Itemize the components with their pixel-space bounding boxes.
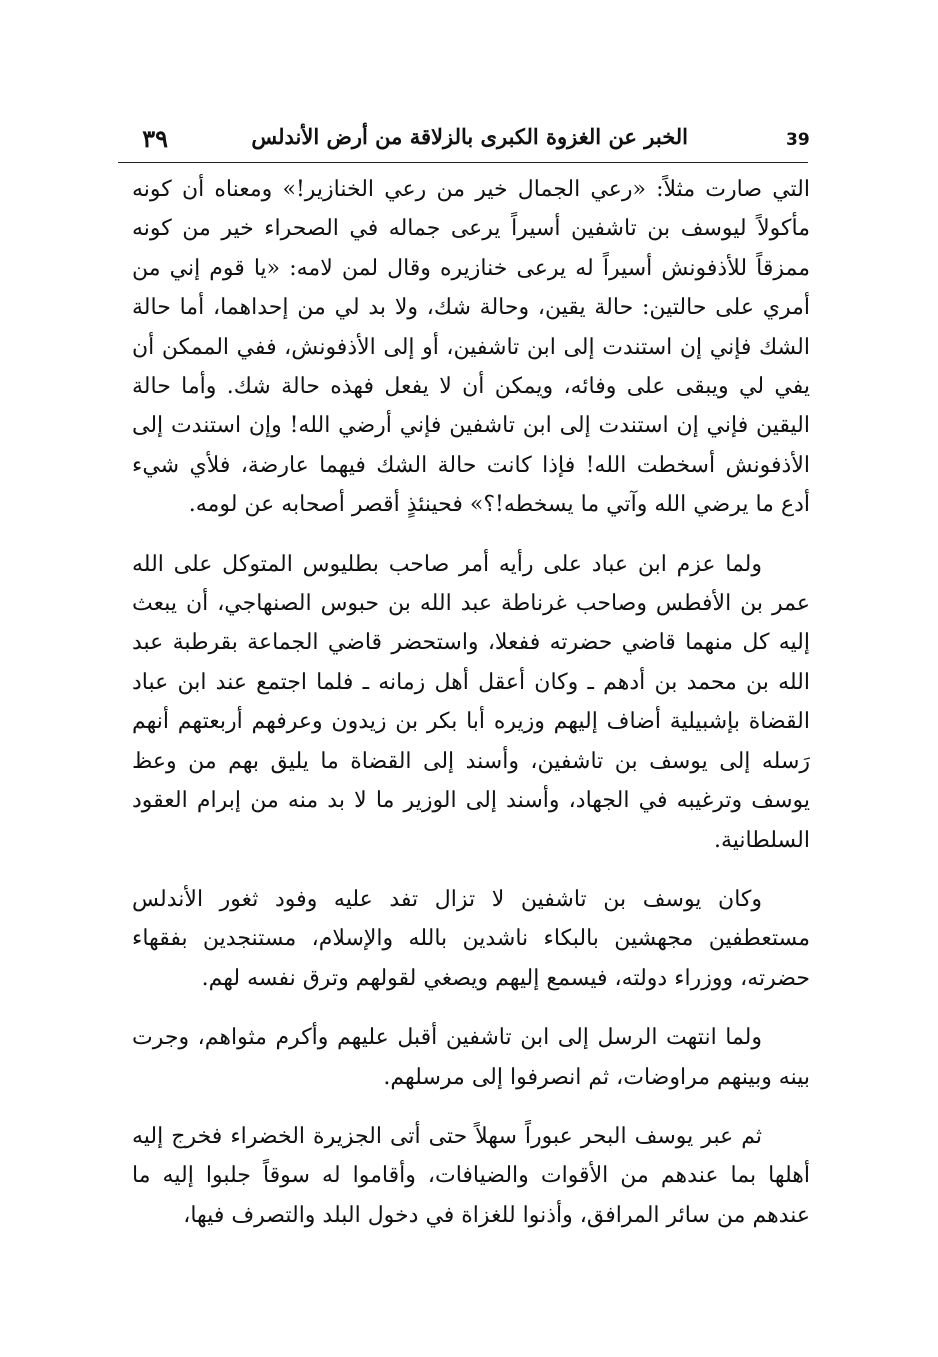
page-body	[132, 170, 810, 1235]
running-title: الخبر عن الغزوة الكبرى بالزلاقة من أرض الأندلس	[251, 124, 688, 149]
page-number-arabic: ٣٩	[142, 124, 168, 153]
paragraph: وكان يوسف بن تاشفين لا تزال تفد عليه وفود ثغور الأندلس مستعطفين مجهشين بالبكاء ناشدين بالله والإسلام، مستنجدين بفقهاء حضرته، ووزراء دولته، فيسمع إليهم ويصغي لقولهم وترق نفسه لهم.	[132, 886, 810, 991]
paragraph: ولما عزم ابن عباد على رأيه أمر صاحب بطليوس المتوكل على الله عمر بن الأفطس وصاحب غرناطة عبد الله بن حبوس الصنهاجي، أن يبعث إليه كل منهما قاضي حضرته ففعلا، واستحضر قاضي الجماعة بقرطبة عبد الله بن محمد بن أدهم ـ وكان أعقل أهل زمانه ـ فلما اجتمع عند ابن عباد القضاة بإشبيلية أضاف إليهم وزيره أبا بكر بن زيدون وعرفهم أربعتهم أنهم رَسله إلى يوسف بن تاشفين، وأسند إلى القضاة ما يليق بهم من وعظ يوسف وترغيبه في الجهاد، وأسند إلى الوزير ما لا بد منه من إبرام العقود السلطانية.	[132, 551, 810, 853]
paragraph: ولما انتهت الرسل إلى ابن تاشفين أقبل عليهم وأكرم مثواهم، وجرت بينه وبينهم مراوضات، ثم انصرفوا إلى مرسلهم.	[132, 1025, 810, 1090]
header-divider	[118, 162, 808, 163]
page-header	[118, 118, 808, 162]
page-number-latin: 39	[786, 130, 810, 150]
paragraph: التي صارت مثلاً: «رعي الجمال خير من رعي الخنازير!» ومعناه أن كونه مأكولاً ليوسف بن تاشفين أسيراً يرعى جماله في الصحراء خير من كونه ممزقاً للأذفونش أسيراً له يرعى خنازيره وقال لمن لامه: «يا قوم إني من أمري على حالتين: حالة يقين، وحالة شك، ولا بد لي من إحداهما، أما حالة الشك فإني إن استندت إلى ابن تاشفين، أو إلى الأذفونش، ففي الممكن أن يفي لي ويبقى على وفائه، ويمكن أن لا يفعل فهذه حالة شك. وأما حالة اليقين فإني إن استندت إلى ابن تاشفين فإني أرضي الله! وإن استندت إلى الأذفونش أسخطت الله! فإذا كانت حالة الشك فيهما عارضة، فلأي شيء أدع ما يرضي الله وآتي ما يسخطه!؟» فحينئذٍ أقصر أصحابه عن لومه.	[132, 177, 810, 518]
paragraph: ثم عبر يوسف البحر عبوراً سهلاً حتى أتى الجزيرة الخضراء فخرج إليه أهلها بما عندهم من الأقوات والضيافات، وأقاموا له سوقاً جلبوا إليه ما عندهم من سائر المرافق، وأذنوا للغزاة في دخول البلد والتصرف فيها،	[132, 1123, 810, 1228]
